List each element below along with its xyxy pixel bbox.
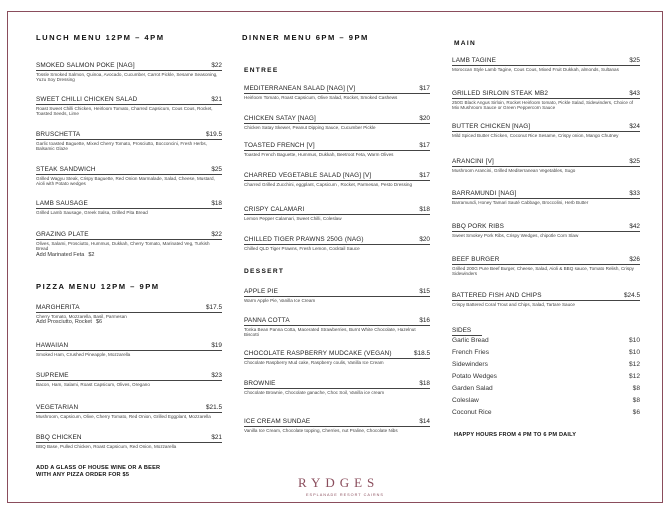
menu-item-name: ICE CREAM SUNDAE [244,418,311,425]
menu-item-price: $18.5 [414,350,430,357]
pizza-wine-offer-line1: ADD A GLASS OF HOUSE WINE OR A BEER [36,465,161,471]
menu-item-price: $33 [629,190,640,197]
entree-title: ENTREE [244,67,279,74]
menu-item-header [36,131,222,140]
menu-item-price: $17 [419,172,430,179]
menu-item-description: Chilled QLD Tiger Prawns, Fresh Lemon, Cocktail Sauce [244,245,360,251]
menu-item-price: $16 [419,317,430,324]
menu-item-price: $19 [211,342,222,349]
menu-item-header [36,304,222,313]
menu-item-name: BROWNIE [244,380,276,387]
menu-item-header [36,166,222,175]
menu-item-description: Chicken Satay Skewer, Peanut Dipping Sauce, Cucumber Pickle [244,124,376,130]
menu-item-price: $19.5 [206,131,222,138]
menu-item-addon-label: Add Prosciutto, Rocket [36,319,92,326]
menu-item-price: $26 [629,256,640,263]
menu-item-description: Charred Grilled Zucchini, eggplant, Capsicum , Rocket, Parmesan, Pesto Dressing [244,181,412,187]
menu-item-description: Sweet Smokey Pork Ribs, Crispy Wedges, chipotle Corn Slaw [452,232,579,238]
menu-item-price: $15 [419,288,430,295]
menu-item-header [244,115,430,124]
menu-item-description: Roast Sweet Chilli Chicken, Heirloom Tomato, Charred Capsicum, Cous Cous, Rocket, Toasted Seeds, Lime [36,105,213,117]
menu-item [244,206,430,221]
menu-item [452,190,640,205]
menu-item [244,288,430,303]
sides-divider [452,335,482,336]
menu-item-name: SMOKED SALMON POKE [NAG] [36,62,135,69]
menu-item [452,158,640,173]
menu-item-price: $17.5 [206,304,222,311]
pizza-menu-title: PIZZA MENU 12PM – 9PM [36,282,160,291]
menu-item [36,131,222,152]
menu-item-price: $25 [211,166,222,173]
menu-item-price: $22 [211,62,222,69]
main-title: MAIN [454,40,477,47]
menu-item-header [244,206,430,215]
menu-item-description: Warm Apple Pie, Vanilla Ice Cream [244,297,316,303]
menu-item [244,236,430,251]
menu-item [452,223,640,238]
menu-item-name: SUPREME [36,372,69,379]
menu-item-description: Mushroom, Capsicum, Olive, Cherry Tomato, Red Onion, Grilled Eggplant, Mozzarella [36,413,211,419]
menu-item [36,434,222,449]
menu-item-header [244,172,430,181]
side-item-price: $8 [632,397,640,404]
menu-item-name: GRILLED SIRLOIN STEAK MB2 [452,90,549,97]
menu-item-price: $21 [211,96,222,103]
menu-item-description: Smoked Ham, Crushed Pineapple, Mozzarella [36,351,131,357]
menu-item-header [244,317,430,326]
menu-item-name: SWEET CHILLI CHICKEN SALAD [36,96,138,103]
menu-item-name: TOASTED FRENCH [V] [244,142,315,149]
menu-item [452,90,640,111]
menu-page [7,11,663,503]
menu-item-header [244,350,430,359]
menu-item-addon-price: $2 [88,251,95,258]
menu-item-name: CHOCOLATE RASPBERRY MUDCAKE (VEGAN) [244,350,392,357]
menu-item-header [244,288,430,297]
menu-item-price: $24 [629,123,640,130]
pizza-wine-offer-line2: WITH ANY PIZZA ORDER FOR $5 [36,472,130,478]
menu-item-description: Toasted French Baguette, Hummus, Dukkah, Beetroot Feta, Warm Olives [244,151,394,157]
side-item [452,337,640,344]
menu-item-header [36,231,222,240]
side-item-price: $12 [628,373,640,380]
happy-hour-note: HAPPY HOURS FROM 4 PM TO 6 PM DAILY [454,432,577,438]
menu-item-description: Grilled Wagyu Steak, Crispy Baguette, Red Onion Marmalade, Salad, Cheese, Mustard, Aioli with Potato wedges [36,175,215,187]
menu-item-header [36,434,222,443]
menu-item-name: CHICKEN SATAY [NAG] [244,115,316,122]
menu-item-name: CRISPY CALAMARI [244,206,305,213]
menu-item [244,142,430,157]
menu-item-name: ARANCINI [V] [452,158,494,165]
menu-item-description: Tossle Smoked Salmon, Quinoa, Avocado, Cucumber, Carrot Pickle, Sesame Seasoning, Yuzu Soy Dressing [36,71,218,83]
menu-item [36,200,222,215]
menu-item-price: $21 [211,434,222,441]
menu-item-name: PANNA COTTA [244,317,290,324]
menu-item [36,96,222,117]
menu-item-price: $17 [419,85,430,92]
side-item [452,409,640,416]
menu-item-description: Vanilla Ice Cream, Chocolate topping, Cherries, nut Praline, Chocolate Nibs [244,427,398,433]
menu-item-price: $42 [629,223,640,230]
menu-item-header [452,292,640,301]
menu-item-header [452,90,640,99]
menu-item-description: Grilled 200G Pure Beef Burger, Cheese, Salad, Aioli & BBQ sauce, Tomato Relish, Crispy Sidewinders [452,265,634,277]
dinner-menu-title: DINNER MENU 6PM – 9PM [242,33,369,42]
menu-item [36,62,222,83]
menu-item-price: $20 [419,236,430,243]
menu-item-price: $24.5 [624,292,640,299]
side-item-name: French Fries [452,349,490,356]
menu-item-name: MARGHERITA [36,304,80,311]
menu-item-description: Mild Spiced Butter Chicken, Coconut Rice Sesame, Crispy onion, Mango Chutney [452,132,619,138]
side-item-name: Garlic Bread [452,337,489,344]
menu-item [36,342,222,357]
menu-item-addon [36,252,222,258]
menu-item-description: Garlic toasted Baguette, Mixed Cherry Tomato, Prosciutto, Bocconcini, Fresh Herbs, Balsamic Glaze [36,140,207,152]
menu-item-header [36,342,222,351]
menu-item-name: APPLE PIE [244,288,279,295]
brand-tagline: ESPLANADE RESORT CAIRNS [306,493,384,497]
menu-item-price: $18 [211,200,222,207]
menu-item-name: BBQ PORK RIBS [452,223,505,230]
side-item-price: $10 [628,337,640,344]
menu-item [36,372,222,387]
menu-item-description: Mushroom Arancini, Grilled Mediterranean Vegetables, Sugo [452,167,576,173]
menu-item-description: Cherry Tomato, Mozzarella, Basil, Parmesan [36,313,127,319]
menu-item-description: 250G Black Angus Sirloin, Rocket Heirloom tomato, Pickle Salad, Sidewinders, Choice of Mix Mushroom Sauce or Green Peppercorn Sauce [452,99,634,111]
side-item [452,349,640,356]
menu-item-price: $14 [419,418,430,425]
lunch-menu-title: LUNCH MENU 12PM – 4PM [36,33,165,42]
menu-item-name: BUTTER CHICKEN [NAG] [452,123,531,130]
side-item-price: $8 [632,385,640,392]
dessert-title: DESSERT [244,268,285,275]
menu-item [244,317,430,338]
side-item [452,373,640,380]
menu-item-price: $18 [419,206,430,213]
menu-item-name: MEDITERRANEAN SALAD [NAG] [V] [244,85,356,92]
menu-item-name: BRUSCHETTA [36,131,81,138]
menu-item-name: LAMB SAUSAGE [36,200,88,207]
menu-item-name: VEGETARIAN [36,404,79,411]
menu-item-name: HAWAIIAN [36,342,69,349]
menu-item-name: LAMB TAGINE [452,57,497,64]
side-item-price: $10 [628,349,640,356]
sides-title: SIDES [452,327,472,334]
menu-item [36,166,222,187]
side-item-price: $6 [632,409,640,416]
menu-item [452,292,640,307]
side-item-name: Coconut Rice [452,409,492,416]
side-item-name: Garden Salad [452,385,493,392]
menu-item-name: STEAK SANDWICH [36,166,96,173]
menu-item-header [244,85,430,94]
menu-item [244,350,430,365]
menu-item-addon-label: Add Marinated Feta [36,251,85,258]
menu-item-header [452,158,640,167]
menu-item-description: Crispy Battered Coral Trout and Chips, Salad, Tartare Sauce [452,301,575,307]
menu-item-header [244,418,430,427]
menu-item-name: CHILLED TIGER PRAWNS 250G (NAG) [244,236,364,243]
menu-item [36,231,222,258]
menu-item-header [244,380,430,389]
menu-item [244,380,430,395]
brand-logo: RYDGES [298,475,380,490]
menu-item-name: BEEF BURGER [452,256,500,263]
menu-item-description: Tonka Bean Panna Cotta, Macerated Strawberries, Burnt White Chocolate, Hazelnut Biscotti [244,326,416,338]
side-item-name: Coleslaw [452,397,479,404]
menu-item-description: Olives, Salami, Prosciutto, Hummus, Dukkah, Cherry Tomato, Marinated Veg, Turkish Bread [36,240,210,252]
menu-item-name: BATTERED FISH AND CHIPS [452,292,542,299]
menu-item [244,172,430,187]
menu-item-description: Chocolate Brownie, Chocolate ganache, Choc Soil, Vanilla ice cream [244,389,385,395]
menu-item-price: $21.5 [206,404,222,411]
side-item [452,385,640,392]
menu-item-addon-price: $6 [95,319,103,326]
menu-item-header [452,256,640,265]
menu-item-description: Bacon, Ham, Salami, Roast Capsicum, Olives, Oregano [36,381,150,387]
side-item-name: Sidewinders [452,361,488,368]
menu-item-header [36,62,222,71]
menu-item [244,418,430,433]
pizza-wine-offer [36,465,160,479]
menu-item-description: BBQ Base, Pulled Chicken, Roast Capsicum, Red Onion, Mozzarella [36,443,177,449]
side-item [452,397,640,404]
menu-item [452,123,640,138]
menu-item-description: Barramundi, Honey Tamari Sauté Cabbage, Broccolini, Herb Butter [452,199,589,205]
menu-item-header [36,404,222,413]
menu-item-header [452,57,640,66]
menu-item-header [244,142,430,151]
side-item-name: Potato Wedges [452,373,497,380]
menu-item-name: GRAZING PLATE [36,231,89,238]
menu-item-header [452,190,640,199]
menu-item-price: $43 [629,90,640,97]
menu-item-price: $22 [211,231,222,238]
menu-item-description: Chocolate Raspberry Mud cake, Raspberry coulis, Vanilla Ice Cream [244,359,384,365]
menu-item-description: Moroccan Style Lamb Tagine, Cous Cous, Mixed Fruit Dukkah, almonds, Sultanas [452,66,619,72]
side-item [452,361,640,368]
menu-item-name: BARRAMUNDI [NAG] [452,190,517,197]
menu-item [36,304,222,325]
menu-item-price: $18 [419,380,430,387]
menu-item [452,256,640,277]
menu-item-price: $17 [419,142,430,149]
menu-item-description: Heirloom Tomato, Roast Capsicum, Olive Salad, Rocket, Smoked Cashews [244,94,398,100]
menu-item-description: Lemon Pepper Calamari, Sweet Chilli, Coleslaw [244,215,342,221]
menu-item-name: CHARRED VEGETABLE SALAD [NAG] [V] [244,172,372,179]
menu-item-header [36,96,222,105]
menu-item [244,85,430,100]
menu-item [36,404,222,419]
menu-item [452,57,640,72]
menu-item-price: $20 [419,115,430,122]
menu-item-price: $23 [211,372,222,379]
menu-item-name: BBQ CHICKEN [36,434,82,441]
menu-item-header [452,123,640,132]
menu-item-header [452,223,640,232]
menu-item-header [36,372,222,381]
menu-item-addon [36,319,222,325]
menu-item-price: $25 [629,158,640,165]
menu-item-price: $25 [629,57,640,64]
side-item-price: $12 [628,361,640,368]
menu-item [244,115,430,130]
menu-item-header [36,200,222,209]
menu-item-description: Grilled Lamb Sausage, Greek Salsa, Grilled Pita Bread [36,209,148,215]
menu-item-header [244,236,430,245]
